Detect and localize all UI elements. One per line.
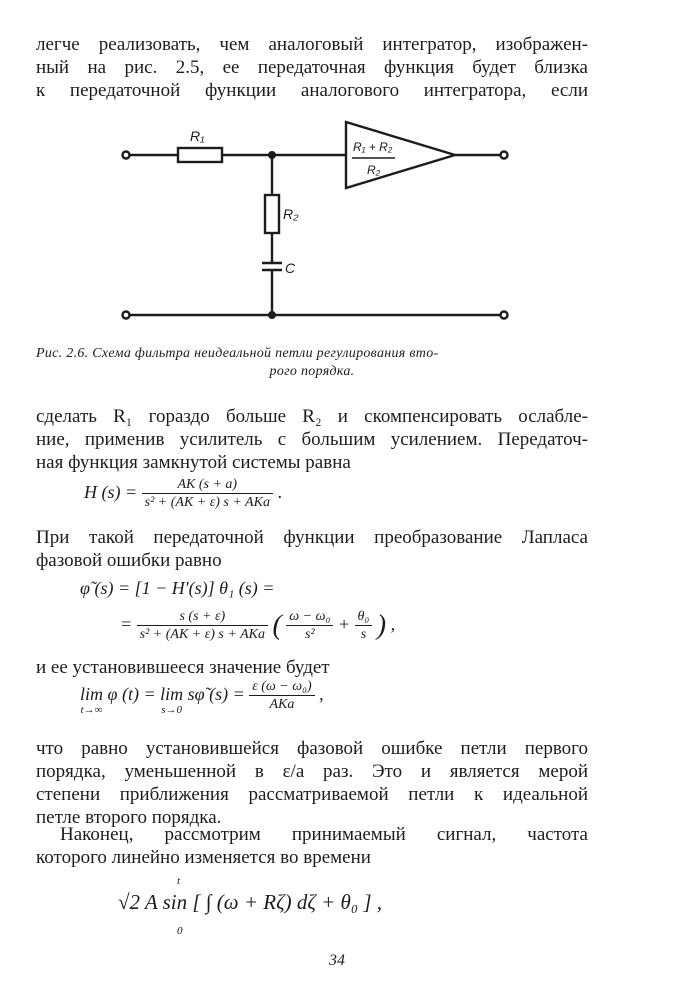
eq-denominator: s²: [305, 627, 315, 642]
eq-numerator: ω − ω₀: [286, 608, 333, 626]
eq-lim-text: lim: [80, 684, 104, 704]
text-line: и ее установившееся значение будет: [36, 657, 330, 678]
equation-received-signal: √2 A sin [ ∫ (ω + Rζ) dζ + θ₀ ] ,: [118, 890, 383, 914]
eq-equals: =: [120, 614, 133, 635]
circuit-diagram: [0, 0, 674, 340]
figure-caption: рого порядка.: [269, 364, 355, 379]
eq-denominator: s² + (AK + ε) s + AKa: [139, 627, 265, 642]
eq-denominator: s² + (AK + ε) s + AKa: [144, 495, 270, 510]
eq-fraction: [355, 608, 373, 644]
resistor-r1: [178, 148, 222, 162]
label-r1: R₁: [190, 128, 205, 144]
eq-denominator: AKa: [269, 697, 295, 712]
eq-lim-text: lim: [160, 684, 184, 704]
eq-punct: ,: [390, 614, 396, 635]
eq-numerator: θ₀: [355, 608, 373, 626]
text-line: сделать R₁ гораздо больше R₂ и скомпенсировать ослабле-: [36, 406, 588, 427]
text-line: ная функция замкнутой системы равна: [36, 452, 351, 473]
eq-fraction: [142, 476, 273, 512]
text-line: ный на рис. 2.5, ее передаточная функция будет близка: [36, 57, 588, 78]
integral-upper-limit: t: [177, 875, 181, 887]
label-r2: R₂: [283, 206, 299, 222]
text-line: При такой передаточной функции преобразование Лапласа: [36, 527, 588, 548]
page-number: 34: [329, 952, 345, 969]
eq-text: φ (t) =: [107, 684, 156, 704]
integral-lower-limit: 0: [177, 925, 183, 937]
input-terminal-top: [123, 152, 130, 159]
text-line: петле второго порядка.: [36, 807, 222, 828]
amplifier-triangle: [346, 122, 455, 188]
text-line: Наконец, рассмотрим принимаемый сигнал, частота: [60, 824, 588, 845]
eq-numerator: s (s + ε): [137, 608, 268, 626]
eq-lim-subscript: t→∞: [80, 704, 103, 716]
eq-fraction: [249, 678, 314, 714]
input-terminal-bottom: [123, 312, 130, 319]
amplifier-gain-denominator: R₂: [367, 163, 381, 177]
text-line: которого линейно изменяется во времени: [36, 847, 371, 868]
eq-lhs: H (s) =: [84, 482, 138, 503]
eq-fraction: [286, 608, 333, 644]
equation-steady-state: [80, 679, 324, 716]
amplifier-gain-numerator: R₁ + R₂: [353, 140, 393, 154]
eq-punct: ,: [319, 684, 324, 704]
eq-denominator: s: [360, 627, 367, 642]
eq-numerator: AK (s + a): [142, 476, 273, 494]
output-terminal-bottom: [501, 312, 508, 319]
eq-plus: +: [337, 614, 351, 635]
eq-fraction: [137, 608, 268, 644]
equation-transfer-function: [84, 476, 282, 512]
text-line: что равно установившейся фазовой ошибке петли первого: [36, 738, 588, 759]
eq-limit: [80, 684, 103, 716]
eq-text: sφ̃ (s) =: [187, 684, 245, 704]
eq-numerator: ε (ω − ω₀): [249, 678, 314, 696]
eq-punct: .: [277, 482, 282, 503]
eq-paren: ): [376, 610, 387, 641]
text-line: ние, применив усилитель с большим усилением. Передаточ-: [36, 429, 588, 450]
text-line: степени приближения рассматриваемой петли к идеальной: [36, 784, 588, 805]
resistor-r2: [265, 195, 279, 233]
text-line: к передаточной функции аналогового интегратора, если: [36, 80, 588, 101]
eq-limit: [160, 684, 183, 716]
output-terminal-top: [501, 152, 508, 159]
text-line: порядка, уменьшенной в ε/a раз. Это и является мерой: [36, 761, 588, 782]
figure-caption: Рис. 2.6. Схема фильтра неидеальной петли регулирования вто-: [36, 346, 439, 361]
text-line: фазовой ошибки равно: [36, 550, 222, 571]
label-c: C: [285, 260, 296, 276]
eq-lim-subscript: s→0: [161, 704, 182, 716]
text-line: легче реализовать, чем аналоговый интегратор, изображен-: [36, 34, 588, 55]
eq-paren: (: [272, 610, 282, 641]
equation-phase-error-line1: φ̃ (s) = [1 − H′(s)] θ₁ (s) =: [80, 578, 275, 598]
junction-dot: [269, 312, 275, 318]
equation-phase-error-line2: [120, 608, 395, 644]
